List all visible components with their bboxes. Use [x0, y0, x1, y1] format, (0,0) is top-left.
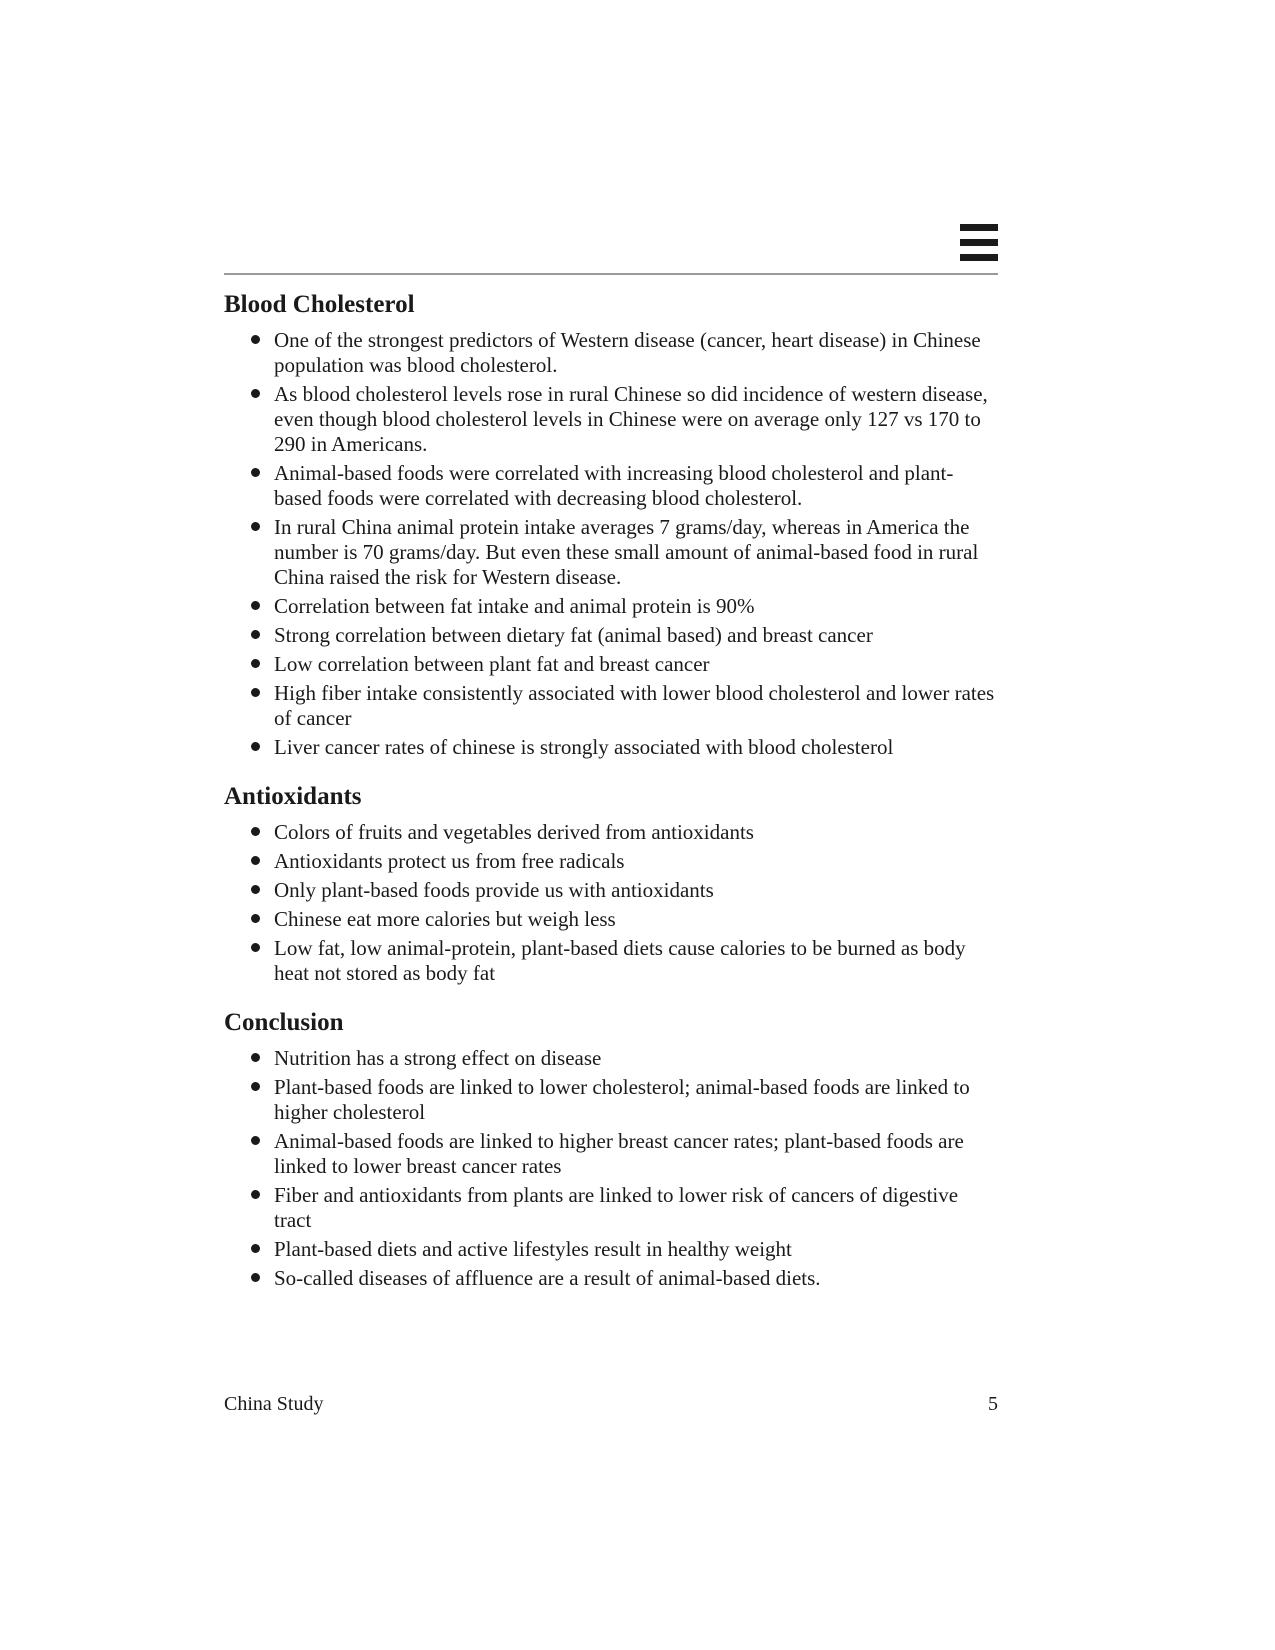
list-item: Plant-based foods are linked to lower cholesterol; animal-based foods are linked to higher cholesterol: [224, 1075, 998, 1125]
list-item: So-called diseases of affluence are a result of animal-based diets.: [224, 1266, 998, 1291]
hamburger-menu-icon[interactable]: [960, 221, 998, 263]
list-item: Low correlation between plant fat and breast cancer: [224, 652, 998, 677]
document-body: [224, 290, 998, 1313]
menu-line: [960, 224, 998, 231]
list-item: Only plant-based foods provide us with antioxidants: [224, 878, 998, 903]
list-item: As blood cholesterol levels rose in rural Chinese so did incidence of western disease, even though blood cholesterol levels in Chinese were on average only 127 vs 170 to 290 in Americans.: [224, 382, 998, 457]
section-heading: Blood Cholesterol: [224, 291, 415, 318]
page-header: [224, 221, 998, 274]
list-item: Correlation between fat intake and animal protein is 90%: [224, 594, 998, 619]
menu-line: [960, 239, 998, 246]
section-heading: Antioxidants: [224, 783, 362, 810]
list-item: High fiber intake consistently associated with lower blood cholesterol and lower rates of cancer: [224, 681, 998, 731]
list-item: Liver cancer rates of chinese is strongly associated with blood cholesterol: [224, 735, 998, 760]
list-item: Antioxidants protect us from free radicals: [224, 849, 998, 874]
list-item: One of the strongest predictors of Western disease (cancer, heart disease) in Chinese population was blood cholesterol.: [224, 328, 998, 378]
list-item: Strong correlation between dietary fat (animal based) and breast cancer: [224, 623, 998, 648]
section-conclusion: [224, 1008, 998, 1291]
list-item: Animal-based foods were correlated with increasing blood cholesterol and plant-based foods were correlated with decreasing blood cholesterol.: [224, 461, 998, 511]
list-item: Fiber and antioxidants from plants are linked to lower risk of cancers of digestive tract: [224, 1183, 998, 1233]
menu-line: [960, 254, 998, 261]
bullet-list: [224, 820, 998, 986]
header-divider: [224, 273, 998, 275]
list-item: Chinese eat more calories but weigh less: [224, 907, 998, 932]
list-item: Low fat, low animal-protein, plant-based diets cause calories to be burned as body heat not stored as body fat: [224, 936, 998, 986]
section-heading: Conclusion: [224, 1009, 344, 1036]
bullet-list: [224, 328, 998, 760]
footer-title: China Study: [224, 1393, 324, 1415]
list-item: Nutrition has a strong effect on disease: [224, 1046, 998, 1071]
list-item: Animal-based foods are linked to higher breast cancer rates; plant-based foods are linked to lower breast cancer rates: [224, 1129, 998, 1179]
list-item: In rural China animal protein intake averages 7 grams/day, whereas in America the number is 70 grams/day. But even these small amount of animal-based food in rural China raised the risk for Western disease.: [224, 515, 998, 590]
document-page: [224, 0, 998, 1650]
section-blood-cholesterol: [224, 290, 998, 760]
list-item: Colors of fruits and vegetables derived from antioxidants: [224, 820, 998, 845]
page-number: 5: [988, 1393, 998, 1415]
list-item: Plant-based diets and active lifestyles result in healthy weight: [224, 1237, 998, 1262]
bullet-list: [224, 1046, 998, 1291]
section-antioxidants: [224, 782, 998, 986]
